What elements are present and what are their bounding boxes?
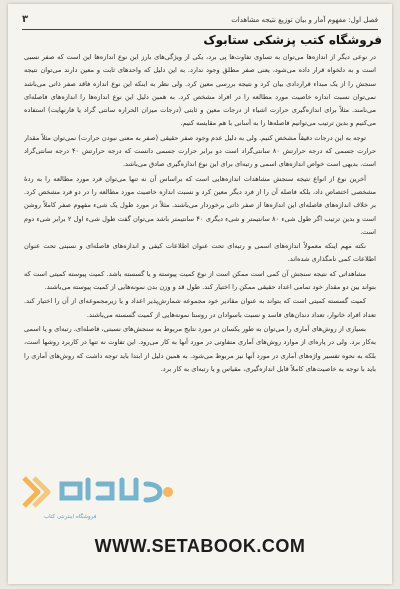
header-divider (22, 29, 378, 30)
running-header (22, 14, 378, 28)
paragraph: کمیت گسسته کمیتی است که بتواند به عنوان مقادیر خود مجموعه شمارش‌پذیر اعداد و یا زیرمجموعه‌ای از آن را اختیار کند. تعداد افراد خانوار، تعداد دندان‌های فاسد و نسبت باسوادان در روستا نمونه‌هایی از کمیت گسسته می‌باشند. (24, 297, 376, 319)
footer-url[interactable]: WWW.SETABOOK.COM (94, 536, 306, 556)
book-page (8, 4, 392, 584)
setabook-watermark (18, 466, 188, 528)
watermark-caption: فروشگاه اینترنتی کتاب (44, 514, 97, 520)
paragraph: نکته مهم اینکه معمولاً اندازه‌های اسمی و رتبه‌ای تحت عنوان اطلاعات کیفی و اندازه‌های فاصله‌ای و نسبتی تحت عنوان اطلاعات کمی نامگذاری شده‌اند. (24, 242, 376, 264)
body-text (24, 51, 376, 504)
store-banner: فروشگاه کتب پزشکی ستابوک (203, 33, 382, 47)
page-number: ۳ (22, 14, 29, 25)
paragraph: توجه به این درجات دقیقاً مشخص کنیم. ولی به دلیل عدم وجود صفر حقیقی (صفر به معنی نبودن حرارت) نمی‌توان مثلاً مقدار حرارت جسمی که درجه حرارتش ۸۰ سانتی‌گراد است دو برابر حرارت جسمی دانست که درجه حرارتش ۴۰ درجه سانتی‌گراد است. بدیهی است خواص اندازه‌های اسمی و رتبه‌ای برای این نوع اندازه‌گیری صادق می‌باشد. (24, 133, 376, 169)
paragraph: بسیاری از روش‌های آماری را می‌توان به طور یکسان در مورد نتایج مربوط به سنجش‌های نسبتی، فاصله‌ای، رتبه‌ای و یا اسمی به‌کار برد. ولی در پاره‌ای از موارد روش‌های آماری متفاوتی در مورد آنها به کار می‌رود. این تفاوت نه تنها در کاربرد روشها است، بلکه به نحوه تفسیر واژه‌های آماری در مورد آنها نیز مربوط می‌شود. به همین دلیل از ابتدا باید توجه داشت که روش‌های آماری را باید با توجه به خاصیت‌های کاملاً قابل اندازه‌گیری، مقیاس و یا رتبه‌ای به کار برد. (24, 324, 376, 373)
setabook-logo (18, 470, 188, 514)
paragraph: مشاهداتی که نتیجه سنجش آن کمی است ممکن است از نوع کمیت پیوسته و یا گسسته باشد. کمیت پیوسته کمیتی است که بتواند بین دو مقدار خود تمامی اعداد حقیقی ممکن را اختیار کند. طول قد و وزن بدن نمونه‌هایی از کمیت پیوسته می‌باشند. (24, 269, 376, 292)
chapter-title: فصل اول: مفهوم آمار و بیان توزیع نتیجه مشاهدات (231, 16, 378, 24)
paragraph: در نوعی دیگر از اندازه‌ها می‌توان به تساوی تفاوت‌ها پی برد، یکی از ویژگی‌های بارز این نوع اندازه‌ها این است که صفر نسبی است و به دلخواه قرار داده می‌شود، یعنی صفر مطلق وجود ندارد. به این دلیل که واحدهای ثابت و معین دارند می‌توان نتیجه سنجش را از یک مبداء قراردادی بیان کرد و نتیجه بررسی معین کرد. ولی نظر به اینکه این نوع اندازه فاقد صفر ذاتی می‌باشد نمی‌توان نسبت اندازه خاصیت مورد مطالعه را در افراد مشخص کرد. به همین دلیل این نوع اندازه‌ها را اندازه‌های فاصله‌ای می‌نامند. مثلاً برای اندازه‌گیری حرارت اشیاء از درجات معین و ثابتی (درجات میزان الحراره سانتی گراد یا فارنهایت) استفاده می‌کنیم و بدین ترتیب می‌توانیم فاصله‌ها را به آسانی با هم مقایسه کنیم. (24, 53, 376, 128)
paragraph: آخرین نوع از انواع نتیجه سنجش مشاهدات اندازه‌هایی است که براساس آن نه تنها می‌توان فرد مورد مطالعه را به ردهٔ مشخصی اختصاص داد، بلکه فاصله آن را از فرد دیگر معین کرد و نسبت اندازه خاصیت مورد مطالعه را در دو فرد مشخص کرد. بر خلاف اندازه‌های فاصله‌ای این اندازه‌ها از صفر ذاتی برخوردار می‌باشند. مثلاً در مورد طول یک شیء مفهوم صفر کاملاً روشن است و بدین ترتیب اگر طول شیء ۸۰ سانتیمتر و شیء دیگری ۴۰ سانتیمتر باشد می‌توان گفت طول شیء اول ۲ برابر شیء دوم است. (24, 174, 376, 236)
